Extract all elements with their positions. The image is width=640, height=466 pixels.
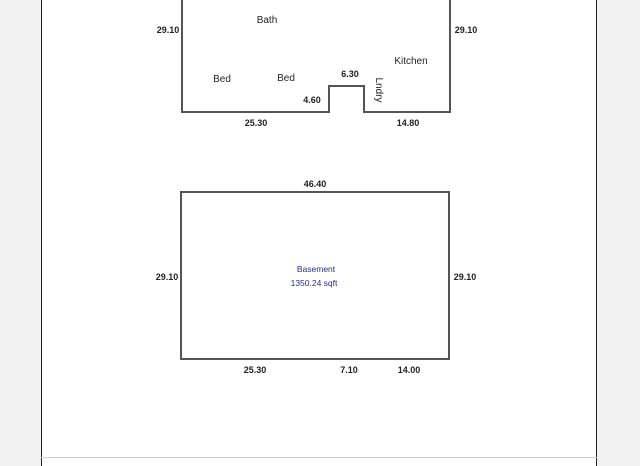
- dim-basement-top: 46.40: [303, 179, 327, 189]
- room-label-bed-2: Bed: [277, 73, 295, 84]
- dim-basement-bottom-left: 25.30: [243, 365, 267, 375]
- dim-basement-left: 29.10: [155, 272, 179, 282]
- basement-area: 1350.24 sqft: [290, 278, 338, 288]
- dim-main-bottom-right: 14.80: [396, 118, 420, 128]
- basement-outline: [181, 192, 449, 359]
- dim-main-left: 29.10: [156, 25, 180, 35]
- room-label-bed-1: Bed: [213, 74, 231, 85]
- dim-main-right: 29.10: [454, 25, 478, 35]
- dim-main-notch-width: 6.30: [341, 69, 359, 79]
- room-label-kitchen: Kitchen: [394, 56, 428, 67]
- dim-main-bottom-left: 25.30: [244, 118, 268, 128]
- basement-label: Basement: [296, 264, 336, 274]
- dim-main-notch-depth: 4.60: [303, 95, 321, 105]
- room-label-laundry: Lndry: [373, 77, 384, 103]
- dim-basement-bottom-right: 14.00: [397, 365, 421, 375]
- room-label-bath: Bath: [256, 15, 278, 26]
- dim-basement-right: 29.10: [453, 272, 477, 282]
- dim-basement-bottom-mid: 7.10: [340, 365, 358, 375]
